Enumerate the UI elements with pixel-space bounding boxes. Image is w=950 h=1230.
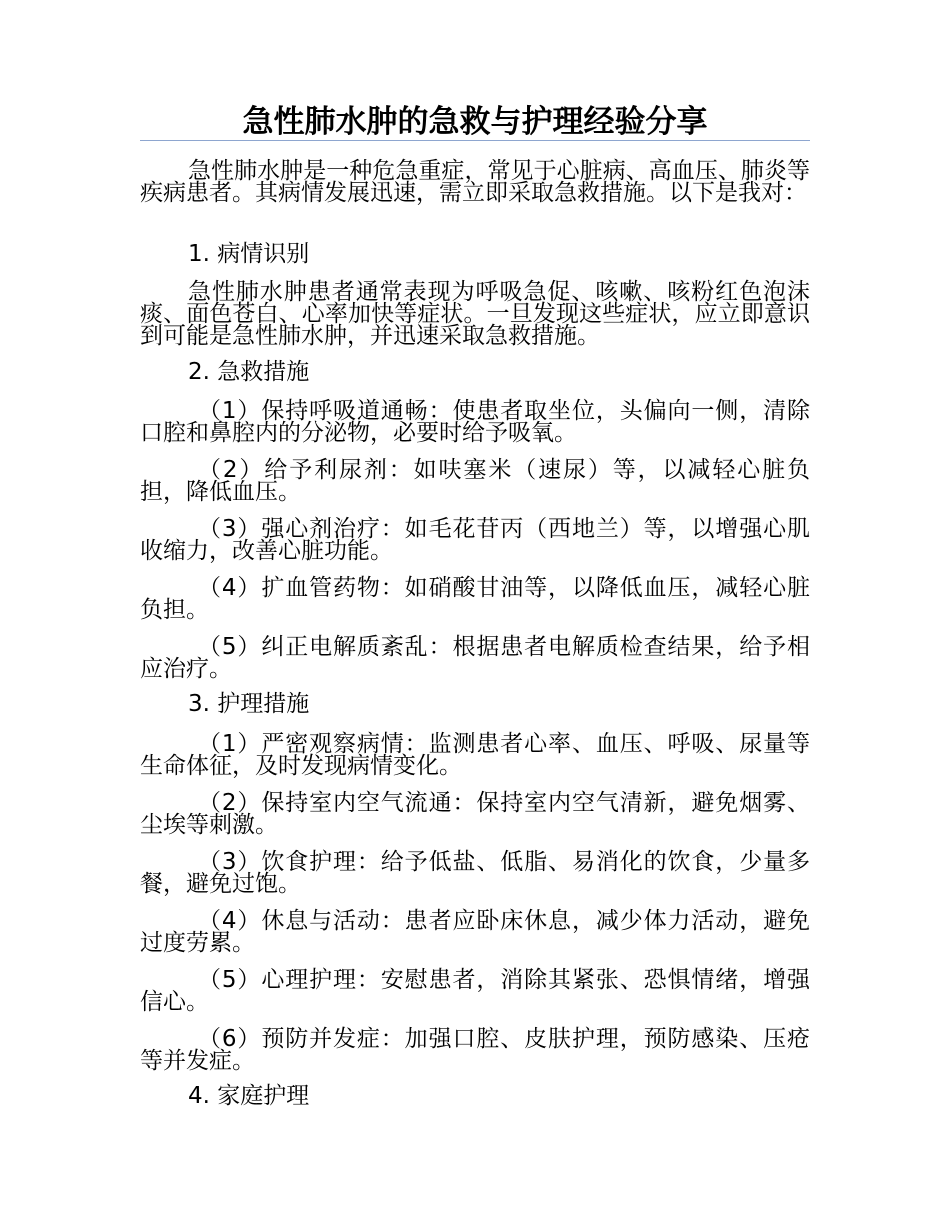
section-3-paragraph-6: （6）预防并发症：加强口腔、皮肤护理，预防感染、压疮等并发症。: [140, 1026, 810, 1074]
section-1-paragraph-1: 急性肺水肿患者通常表现为呼吸急促、咳嗽、咳粉红色泡沫痰、面色苍白、心率加快等症状。一旦发现这些症状，应立即意识到可能是急性肺水肿，并迅速采取急救措施。: [140, 279, 810, 349]
section-3-paragraph-4: （4）休息与活动：患者应卧床休息，减少体力活动，避免过度劳累。: [140, 908, 810, 956]
section-heading-1: 1. 病情识别: [188, 241, 310, 267]
section-2-paragraph-4: （4）扩血管药物：如硝酸甘油等，以降低血压，减轻心脏负担。: [140, 575, 810, 623]
section-heading-2: 2. 急救措施: [188, 359, 310, 385]
section-3-paragraph-1: （1）严密观察病情：监测患者心率、血压、呼吸、尿量等生命体征，及时发现病情变化。: [140, 731, 810, 779]
section-2-paragraph-2: （2）给予利尿剂：如呋塞米（速尿）等，以减轻心脏负担，降低血压。: [140, 457, 810, 505]
section-3-paragraph-2: （2）保持室内空气流通：保持室内空气清新，避免烟雾、尘埃等刺激。: [140, 790, 810, 838]
section-3-paragraph-5: （5）心理护理：安慰患者，消除其紧张、恐惧情绪，增强信心。: [140, 967, 810, 1015]
section-heading-4: 4. 家庭护理: [188, 1083, 310, 1109]
section-heading-3: 3. 护理措施: [188, 691, 310, 717]
section-2-paragraph-3: （3）强心剂治疗：如毛花苷丙（西地兰）等，以增强心肌收缩力，改善心脏功能。: [140, 516, 810, 564]
section-2-paragraph-5: （5）纠正电解质紊乱：根据患者电解质检查结果，给予相应治疗。: [140, 634, 810, 682]
section-2-paragraph-1: （1）保持呼吸道通畅：使患者取坐位，头偏向一侧，清除口腔和鼻腔内的分泌物，必要时给予吸氧。: [140, 398, 810, 446]
title-underline: [140, 140, 810, 141]
intro-paragraph: 急性肺水肿是一种危急重症，常见于心脏病、高血压、肺炎等疾病患者。其病情发展迅速，需立即采取急救措施。以下是我对：: [140, 158, 810, 206]
document-title: 急性肺水肿的急救与护理经验分享: [242, 104, 708, 140]
section-3-paragraph-3: （3）饮食护理：给予低盐、低脂、易消化的饮食，少量多餐，避免过饱。: [140, 849, 810, 897]
